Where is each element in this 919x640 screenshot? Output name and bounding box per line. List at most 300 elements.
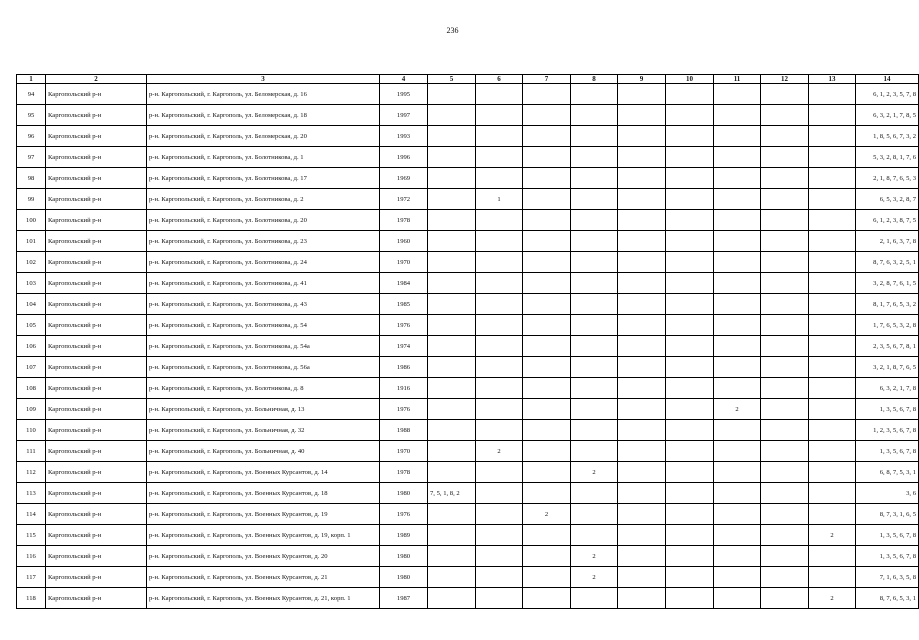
col13-cell xyxy=(809,105,856,126)
col8-cell xyxy=(571,231,618,252)
row-number: 99 xyxy=(17,189,46,210)
district-cell: Каргопольский р-н xyxy=(46,525,147,546)
col12-cell xyxy=(761,336,809,357)
col12-cell xyxy=(761,357,809,378)
col12-cell xyxy=(761,546,809,567)
district-cell: Каргопольский р-н xyxy=(46,168,147,189)
col12-cell xyxy=(761,399,809,420)
col10-cell xyxy=(666,336,714,357)
col12-cell xyxy=(761,189,809,210)
col6-cell xyxy=(476,378,523,399)
col10-cell xyxy=(666,126,714,147)
column-header-1: 1 xyxy=(17,75,46,84)
col11-cell xyxy=(714,588,761,609)
codes-cell: 8, 7, 3, 1, 6, 5 xyxy=(856,504,919,525)
table-row xyxy=(17,483,919,504)
table-row xyxy=(17,378,919,399)
col7-cell xyxy=(523,189,571,210)
col6-cell xyxy=(476,483,523,504)
col11-cell xyxy=(714,483,761,504)
year-cell: 1976 xyxy=(380,315,428,336)
codes-cell: 2, 1, 6, 3, 7, 8 xyxy=(856,231,919,252)
col12-cell xyxy=(761,84,809,105)
col6-cell: 1 xyxy=(476,189,523,210)
col5-cell xyxy=(428,588,476,609)
col6-cell xyxy=(476,588,523,609)
year-cell: 1978 xyxy=(380,462,428,483)
year-cell: 1974 xyxy=(380,336,428,357)
row-number: 118 xyxy=(17,588,46,609)
col10-cell xyxy=(666,84,714,105)
col6-cell xyxy=(476,420,523,441)
table-row xyxy=(17,252,919,273)
col13-cell xyxy=(809,504,856,525)
col6-cell xyxy=(476,105,523,126)
year-cell: 1984 xyxy=(380,273,428,294)
col5-cell xyxy=(428,462,476,483)
col5-cell xyxy=(428,420,476,441)
col12-cell xyxy=(761,441,809,462)
col12-cell xyxy=(761,147,809,168)
column-header-2: 2 xyxy=(46,75,147,84)
col13-cell xyxy=(809,252,856,273)
column-header-13: 13 xyxy=(809,75,856,84)
col8-cell xyxy=(571,483,618,504)
col11-cell xyxy=(714,357,761,378)
column-header-4: 4 xyxy=(380,75,428,84)
codes-cell: 1, 3, 5, 6, 7, 8 xyxy=(856,525,919,546)
col7-cell xyxy=(523,252,571,273)
col13-cell: 2 xyxy=(809,525,856,546)
col6-cell xyxy=(476,294,523,315)
col13-cell xyxy=(809,231,856,252)
col5-cell xyxy=(428,105,476,126)
row-number: 115 xyxy=(17,525,46,546)
col9-cell xyxy=(618,462,666,483)
col13-cell xyxy=(809,315,856,336)
col5-cell xyxy=(428,189,476,210)
col13-cell xyxy=(809,483,856,504)
col13-cell xyxy=(809,168,856,189)
codes-cell: 5, 3, 2, 8, 1, 7, 6 xyxy=(856,147,919,168)
codes-cell: 6, 1, 2, 3, 5, 7, 8 xyxy=(856,84,919,105)
col8-cell xyxy=(571,525,618,546)
col10-cell xyxy=(666,252,714,273)
col11-cell xyxy=(714,189,761,210)
district-cell: Каргопольский р-н xyxy=(46,441,147,462)
col11-cell xyxy=(714,525,761,546)
district-cell: Каргопольский р-н xyxy=(46,252,147,273)
col13-cell xyxy=(809,357,856,378)
codes-cell: 1, 3, 5, 6, 7, 8 xyxy=(856,441,919,462)
codes-cell: 1, 2, 3, 5, 6, 7, 8 xyxy=(856,420,919,441)
col6-cell xyxy=(476,168,523,189)
table-row xyxy=(17,462,919,483)
codes-cell: 8, 7, 6, 3, 2, 5, 1 xyxy=(856,252,919,273)
col12-cell xyxy=(761,315,809,336)
col10-cell xyxy=(666,105,714,126)
col5-cell xyxy=(428,399,476,420)
codes-cell: 2, 1, 8, 7, 6, 5, 3 xyxy=(856,168,919,189)
row-number: 96 xyxy=(17,126,46,147)
row-number: 100 xyxy=(17,210,46,231)
district-cell: Каргопольский р-н xyxy=(46,504,147,525)
col5-cell xyxy=(428,357,476,378)
district-cell: Каргопольский р-н xyxy=(46,126,147,147)
col5-cell xyxy=(428,504,476,525)
table-row xyxy=(17,210,919,231)
col8-cell xyxy=(571,336,618,357)
col12-cell xyxy=(761,231,809,252)
col8-cell xyxy=(571,273,618,294)
col6-cell xyxy=(476,399,523,420)
col6-cell xyxy=(476,525,523,546)
address-cell: р-н. Каргопольский, г. Каргополь, ул. Военных Курсантов, д. 21, корп. 1 xyxy=(147,588,380,609)
col13-cell xyxy=(809,210,856,231)
col6-cell xyxy=(476,357,523,378)
col9-cell xyxy=(618,588,666,609)
address-cell: р-н. Каргопольский, г. Каргополь, ул. Военных Курсантов, д. 18 xyxy=(147,483,380,504)
col13-cell xyxy=(809,378,856,399)
row-number: 95 xyxy=(17,105,46,126)
col12-cell xyxy=(761,105,809,126)
table-row xyxy=(17,357,919,378)
col12-cell xyxy=(761,525,809,546)
address-cell: р-н. Каргопольский, г. Каргополь, ул. Болотникова, д. 56а xyxy=(147,357,380,378)
col11-cell xyxy=(714,546,761,567)
col6-cell: 2 xyxy=(476,441,523,462)
col11-cell xyxy=(714,378,761,399)
year-cell: 1987 xyxy=(380,588,428,609)
table-row xyxy=(17,189,919,210)
address-cell: р-н. Каргопольский, г. Каргополь, ул. Военных Курсантов, д. 19, корп. 1 xyxy=(147,525,380,546)
district-cell: Каргопольский р-н xyxy=(46,189,147,210)
col8-cell xyxy=(571,84,618,105)
col8-cell xyxy=(571,378,618,399)
register-table xyxy=(16,74,919,609)
col9-cell xyxy=(618,231,666,252)
row-number: 117 xyxy=(17,567,46,588)
table-row xyxy=(17,336,919,357)
district-cell: Каргопольский р-н xyxy=(46,588,147,609)
col11-cell xyxy=(714,273,761,294)
col10-cell xyxy=(666,441,714,462)
col12-cell xyxy=(761,252,809,273)
col7-cell xyxy=(523,336,571,357)
col10-cell xyxy=(666,147,714,168)
col9-cell xyxy=(618,210,666,231)
column-header-5: 5 xyxy=(428,75,476,84)
col13-cell xyxy=(809,189,856,210)
col12-cell xyxy=(761,378,809,399)
col8-cell: 2 xyxy=(571,567,618,588)
address-cell: р-н. Каргопольский, г. Каргополь, ул. Болотникова, д. 17 xyxy=(147,168,380,189)
col7-cell xyxy=(523,294,571,315)
table-row xyxy=(17,399,919,420)
col11-cell xyxy=(714,315,761,336)
col6-cell xyxy=(476,231,523,252)
col7-cell xyxy=(523,147,571,168)
row-number: 109 xyxy=(17,399,46,420)
col8-cell xyxy=(571,105,618,126)
table-row xyxy=(17,147,919,168)
year-cell: 1978 xyxy=(380,210,428,231)
col11-cell xyxy=(714,252,761,273)
codes-cell: 2, 3, 5, 6, 7, 8, 1 xyxy=(856,336,919,357)
year-cell: 1986 xyxy=(380,357,428,378)
col5-cell xyxy=(428,210,476,231)
table-row xyxy=(17,273,919,294)
table-row xyxy=(17,315,919,336)
table-body xyxy=(17,84,919,609)
col13-cell xyxy=(809,273,856,294)
address-cell: р-н. Каргопольский, г. Каргополь, ул. Военных Курсантов, д. 21 xyxy=(147,567,380,588)
col9-cell xyxy=(618,357,666,378)
header-row xyxy=(17,75,919,84)
col13-cell xyxy=(809,546,856,567)
row-number: 114 xyxy=(17,504,46,525)
codes-cell: 8, 7, 6, 5, 3, 1 xyxy=(856,588,919,609)
district-cell: Каргопольский р-н xyxy=(46,294,147,315)
year-cell: 1988 xyxy=(380,420,428,441)
col8-cell xyxy=(571,588,618,609)
codes-cell: 6, 3, 2, 1, 7, 8, 5 xyxy=(856,105,919,126)
district-cell: Каргопольский р-н xyxy=(46,567,147,588)
col12-cell xyxy=(761,420,809,441)
col10-cell xyxy=(666,483,714,504)
column-header-3: 3 xyxy=(147,75,380,84)
col6-cell xyxy=(476,210,523,231)
col7-cell xyxy=(523,399,571,420)
col11-cell xyxy=(714,294,761,315)
col10-cell xyxy=(666,525,714,546)
col5-cell xyxy=(428,567,476,588)
codes-cell: 7, 1, 6, 3, 5, 8 xyxy=(856,567,919,588)
row-number: 112 xyxy=(17,462,46,483)
col9-cell xyxy=(618,147,666,168)
district-cell: Каргопольский р-н xyxy=(46,273,147,294)
row-number: 111 xyxy=(17,441,46,462)
row-number: 101 xyxy=(17,231,46,252)
col13-cell xyxy=(809,462,856,483)
district-cell: Каргопольский р-н xyxy=(46,357,147,378)
column-header-6: 6 xyxy=(476,75,523,84)
page-number: 236 xyxy=(446,26,459,35)
col7-cell xyxy=(523,126,571,147)
row-number: 113 xyxy=(17,483,46,504)
col10-cell xyxy=(666,420,714,441)
col10-cell xyxy=(666,357,714,378)
col13-cell: 2 xyxy=(809,588,856,609)
col5-cell xyxy=(428,315,476,336)
col11-cell xyxy=(714,126,761,147)
col11-cell xyxy=(714,84,761,105)
col9-cell xyxy=(618,525,666,546)
column-header-9: 9 xyxy=(618,75,666,84)
address-cell: р-н. Каргопольский, г. Каргополь, ул. Болотникова, д. 54а xyxy=(147,336,380,357)
column-header-8: 8 xyxy=(571,75,618,84)
col13-cell xyxy=(809,420,856,441)
col9-cell xyxy=(618,126,666,147)
col8-cell xyxy=(571,504,618,525)
col7-cell xyxy=(523,315,571,336)
col7-cell xyxy=(523,378,571,399)
codes-cell: 1, 7, 6, 5, 3, 2, 8 xyxy=(856,315,919,336)
col5-cell xyxy=(428,273,476,294)
codes-cell: 1, 3, 5, 6, 7, 8 xyxy=(856,399,919,420)
table-row xyxy=(17,567,919,588)
col6-cell xyxy=(476,336,523,357)
codes-cell: 6, 3, 2, 1, 7, 8 xyxy=(856,378,919,399)
col11-cell xyxy=(714,420,761,441)
col8-cell xyxy=(571,168,618,189)
col5-cell xyxy=(428,525,476,546)
col10-cell xyxy=(666,273,714,294)
address-cell: р-н. Каргопольский, г. Каргополь, ул. Больничная, д. 32 xyxy=(147,420,380,441)
address-cell: р-н. Каргопольский, г. Каргополь, ул. Болотникова, д. 24 xyxy=(147,252,380,273)
district-cell: Каргопольский р-н xyxy=(46,483,147,504)
codes-cell: 1, 8, 5, 6, 7, 3, 2 xyxy=(856,126,919,147)
address-cell: р-н. Каргопольский, г. Каргополь, ул. Болотникова, д. 43 xyxy=(147,294,380,315)
table-row xyxy=(17,420,919,441)
year-cell: 1980 xyxy=(380,546,428,567)
district-cell: Каргопольский р-н xyxy=(46,315,147,336)
col12-cell xyxy=(761,273,809,294)
table-row xyxy=(17,441,919,462)
table-row xyxy=(17,126,919,147)
col12-cell xyxy=(761,294,809,315)
col13-cell xyxy=(809,336,856,357)
codes-cell: 3, 2, 1, 8, 7, 6, 5 xyxy=(856,357,919,378)
col12-cell xyxy=(761,168,809,189)
year-cell: 1980 xyxy=(380,483,428,504)
col9-cell xyxy=(618,420,666,441)
col9-cell xyxy=(618,399,666,420)
col13-cell xyxy=(809,147,856,168)
col13-cell xyxy=(809,84,856,105)
col9-cell xyxy=(618,84,666,105)
address-cell: р-н. Каргопольский, г. Каргополь, ул. Болотникова, д. 1 xyxy=(147,147,380,168)
table-row xyxy=(17,231,919,252)
col8-cell xyxy=(571,294,618,315)
col12-cell xyxy=(761,462,809,483)
col5-cell xyxy=(428,546,476,567)
address-cell: р-н. Каргопольский, г. Каргополь, ул. Военных Курсантов, д. 19 xyxy=(147,504,380,525)
col9-cell xyxy=(618,378,666,399)
col7-cell xyxy=(523,567,571,588)
district-cell: Каргопольский р-н xyxy=(46,462,147,483)
col9-cell xyxy=(618,567,666,588)
col9-cell xyxy=(618,105,666,126)
district-cell: Каргопольский р-н xyxy=(46,378,147,399)
year-cell: 1972 xyxy=(380,189,428,210)
col5-cell xyxy=(428,441,476,462)
year-cell: 1996 xyxy=(380,147,428,168)
col11-cell xyxy=(714,504,761,525)
address-cell: р-н. Каргопольский, г. Каргополь, ул. Болотникова, д. 20 xyxy=(147,210,380,231)
col9-cell xyxy=(618,504,666,525)
address-cell: р-н. Каргопольский, г. Каргополь, ул. Военных Курсантов, д. 20 xyxy=(147,546,380,567)
row-number: 104 xyxy=(17,294,46,315)
column-header-14: 14 xyxy=(856,75,919,84)
col7-cell xyxy=(523,420,571,441)
col10-cell xyxy=(666,315,714,336)
col7-cell xyxy=(523,588,571,609)
address-cell: р-н. Каргопольский, г. Каргополь, ул. Болотникова, д. 23 xyxy=(147,231,380,252)
codes-cell: 8, 1, 7, 6, 5, 3, 2 xyxy=(856,294,919,315)
codes-cell: 6, 8, 7, 5, 3, 1 xyxy=(856,462,919,483)
address-cell: р-н. Каргопольский, г. Каргополь, ул. Болотникова, д. 8 xyxy=(147,378,380,399)
table-row xyxy=(17,168,919,189)
col6-cell xyxy=(476,252,523,273)
row-number: 106 xyxy=(17,336,46,357)
col5-cell xyxy=(428,84,476,105)
col10-cell xyxy=(666,504,714,525)
address-cell: р-н. Каргопольский, г. Каргополь, ул. Болотникова, д. 54 xyxy=(147,315,380,336)
col10-cell xyxy=(666,462,714,483)
address-cell: р-н. Каргопольский, г. Каргополь, ул. Беломерская, д. 20 xyxy=(147,126,380,147)
column-header-7: 7 xyxy=(523,75,571,84)
year-cell: 1995 xyxy=(380,84,428,105)
col7-cell xyxy=(523,546,571,567)
col7-cell xyxy=(523,441,571,462)
col6-cell xyxy=(476,147,523,168)
col11-cell: 2 xyxy=(714,399,761,420)
col7-cell xyxy=(523,462,571,483)
col12-cell xyxy=(761,126,809,147)
year-cell: 1980 xyxy=(380,567,428,588)
col8-cell xyxy=(571,420,618,441)
col9-cell xyxy=(618,315,666,336)
col8-cell xyxy=(571,147,618,168)
district-cell: Каргопольский р-н xyxy=(46,210,147,231)
table-row xyxy=(17,525,919,546)
table-row xyxy=(17,546,919,567)
col7-cell xyxy=(523,84,571,105)
column-header-12: 12 xyxy=(761,75,809,84)
column-header-11: 11 xyxy=(714,75,761,84)
col9-cell xyxy=(618,336,666,357)
address-cell: р-н. Каргопольский, г. Каргополь, ул. Военных Курсантов, д. 14 xyxy=(147,462,380,483)
col9-cell xyxy=(618,483,666,504)
col10-cell xyxy=(666,231,714,252)
address-cell: р-н. Каргопольский, г. Каргополь, ул. Больничная, д. 13 xyxy=(147,399,380,420)
year-cell: 1960 xyxy=(380,231,428,252)
address-cell: р-н. Каргопольский, г. Каргополь, ул. Болотникова, д. 2 xyxy=(147,189,380,210)
col11-cell xyxy=(714,210,761,231)
col5-cell xyxy=(428,231,476,252)
col8-cell xyxy=(571,210,618,231)
row-number: 103 xyxy=(17,273,46,294)
row-number: 98 xyxy=(17,168,46,189)
address-cell: р-н. Каргопольский, г. Каргополь, ул. Болотникова, д. 41 xyxy=(147,273,380,294)
col13-cell xyxy=(809,399,856,420)
col11-cell xyxy=(714,441,761,462)
row-number: 94 xyxy=(17,84,46,105)
col7-cell xyxy=(523,525,571,546)
district-cell: Каргопольский р-н xyxy=(46,399,147,420)
col11-cell xyxy=(714,462,761,483)
col10-cell xyxy=(666,546,714,567)
col8-cell xyxy=(571,357,618,378)
district-cell: Каргопольский р-н xyxy=(46,147,147,168)
district-cell: Каргопольский р-н xyxy=(46,105,147,126)
year-cell: 1993 xyxy=(380,126,428,147)
codes-cell: 3, 2, 8, 7, 6, 1, 5 xyxy=(856,273,919,294)
row-number: 97 xyxy=(17,147,46,168)
table-row xyxy=(17,84,919,105)
col7-cell xyxy=(523,210,571,231)
